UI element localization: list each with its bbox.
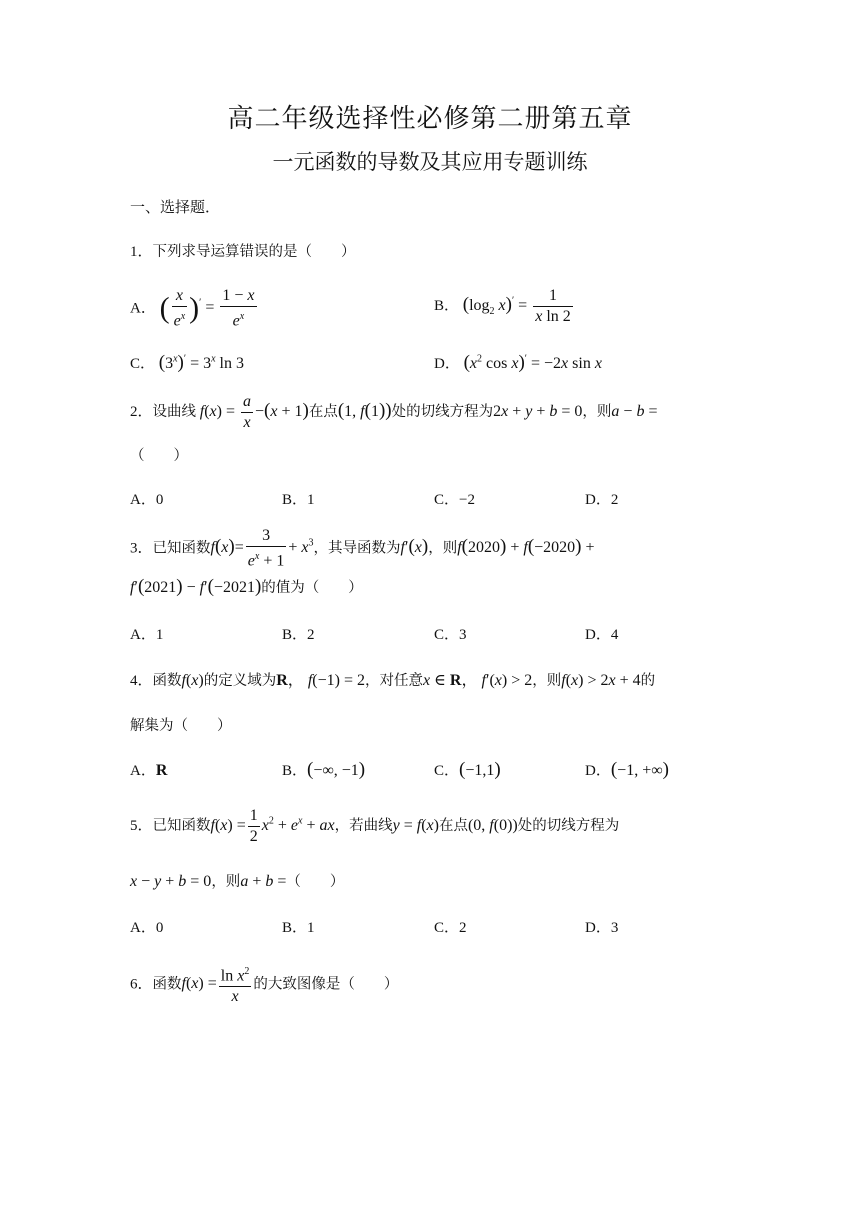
- q1-option-c: C． $(3^x)' = 3^x$ ln 3: [130, 352, 244, 373]
- q3-option-a: A．1: [130, 627, 164, 643]
- formula: f(x) = $\frac{\ln x^2}{x}$: [182, 975, 254, 992]
- formula: f′(x): [400, 536, 429, 558]
- formula: 2x + y + b = 0: [493, 403, 583, 421]
- section-heading: 一、选择题．: [130, 198, 221, 216]
- page-subtitle: 一元函数的导数及其应用专题训练: [272, 150, 588, 174]
- formula: (1, f(1)): [337, 400, 392, 422]
- formula: R， f(−1) = 2: [276, 672, 365, 689]
- question-4-stem: 4．函数f(x)的定义域为R， f(−1) = 2，对任意x ∈ R， f′(x) > 2，则f(x) > 2x + 4的: [130, 672, 656, 689]
- question-5-line2: x − y + b = 0，则a + b =（ ）: [130, 873, 345, 890]
- formula: x ∈ R， f′(x) > 2: [422, 672, 533, 689]
- question-1-stem: 1．下列求导运算错误的是（ ）: [130, 244, 356, 260]
- q5-option-c: C．2: [434, 920, 467, 936]
- formula: ($x^2$ cos x)′ = −2x sin x: [463, 352, 602, 373]
- q2-option-d: D．2: [585, 492, 619, 508]
- question-5-stem: 5．已知函数f(x) = $\frac{1}{2}$ $x^2 + e^x$ + ax，若曲线y = f(x)在点(0, f(0))处的切线方程为: [130, 807, 620, 845]
- formula: f′(2021) − f′(−2021): [130, 576, 262, 597]
- q1-option-d: D． ($x^2$ cos x)′ = −2x sin x: [434, 352, 602, 373]
- formula: x − y + b = 0: [130, 873, 212, 890]
- formula: f(x) = $\frac{a}{x}$ −(x + 1): [199, 393, 309, 431]
- q4-option-b: B．(−∞, −1): [282, 759, 366, 780]
- q4-option-c: C．(−1,1): [434, 759, 501, 780]
- q5-option-a: A．0: [130, 920, 164, 936]
- formula: y = f(x): [392, 817, 439, 835]
- formula: ($\log_2$ x)′ = $\frac{1}{\text{x ln 2}}$: [462, 287, 571, 325]
- q3-option-b: B．2: [282, 627, 315, 643]
- formula: f(x)= $\frac{3}{e^x + 1}$ + $x^3$: [210, 527, 314, 570]
- formula: (0, f(0)): [467, 817, 518, 835]
- formula: f(x) = $\frac{1}{2}$ $x^2 + e^x$ + ax: [210, 807, 335, 845]
- q2-option-b: B．1: [282, 492, 315, 508]
- formula: a + b =: [240, 873, 287, 890]
- q1-option-a: A． ( $\frac{x}{e^x}$ )′ = $\frac{1 - x}{e^x}$: [130, 286, 259, 331]
- formula: $(3^x)' = 3^x$ ln 3: [158, 352, 244, 373]
- question-3-stem-line2: f′(2021) − f′(−2021)的值为（ ）: [130, 576, 363, 597]
- q4-option-d: D．(−1, +∞): [585, 759, 669, 780]
- question-6-stem: 6．函数f(x) = $\frac{\ln x^2}{x}$ 的大致图像是（ ）: [130, 962, 398, 1007]
- q4-option-a: A．R: [130, 762, 168, 779]
- question-3-stem: 3．已知函数f(x)= $\frac{3}{e^x + 1}$ + $x^3$，其导函数为f′(x)，则f(2020) + f(−2020) +: [130, 527, 595, 570]
- question-4-line2: 解集为（ ）: [130, 718, 232, 734]
- formula: a − b =: [611, 403, 658, 421]
- q2-option-a: A．0: [130, 492, 164, 508]
- formula: f(x): [181, 672, 204, 689]
- q5-option-d: D．3: [585, 920, 619, 936]
- page-title: 高二年级选择性必修第二册第五章: [227, 104, 633, 134]
- q3-option-d: D．4: [585, 627, 619, 643]
- q3-option-c: C．3: [434, 627, 467, 643]
- question-2-blank: （ ）: [130, 448, 188, 464]
- q5-option-b: B．1: [282, 920, 315, 936]
- formula: f(x) > 2x + 4: [561, 672, 641, 689]
- formula: f(2020) + f(−2020) +: [457, 536, 595, 558]
- q2-option-c: C．−2: [434, 492, 475, 508]
- question-2-stem: 2．设曲线 f(x) = $\frac{a}{x}$ −(x + 1)在点(1, f(1))处的切线方程为2x + y + b = 0，则a − b =: [130, 393, 658, 431]
- formula: ( $\frac{x}{e^x}$ )′ = $\frac{1 - x}{e^x}$: [159, 287, 255, 330]
- q1-option-b: B． ($\log_2$ x)′ = $\frac{1}{\text{x ln 2}}$: [434, 286, 575, 327]
